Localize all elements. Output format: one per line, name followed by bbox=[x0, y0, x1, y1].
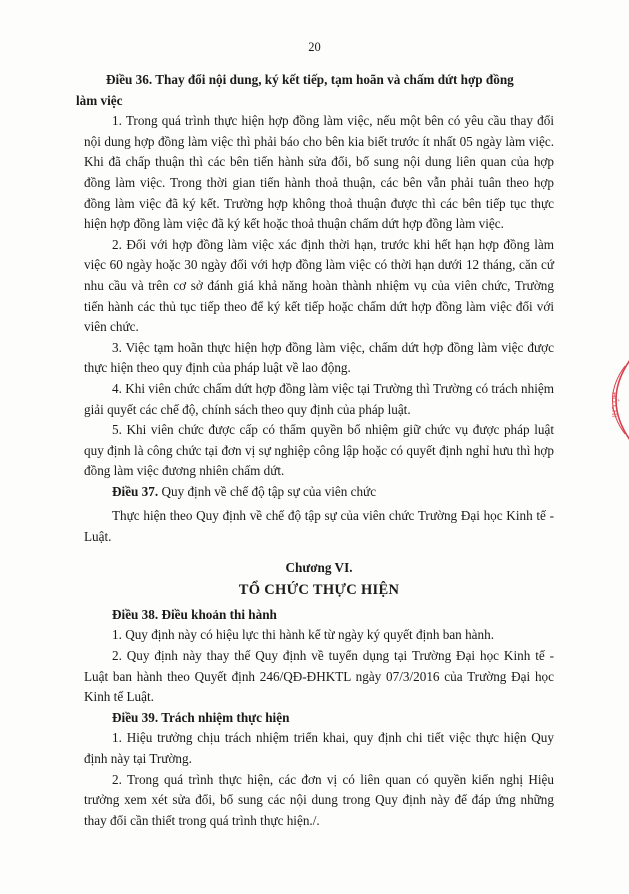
article-36-paragraph-2: 2. Đối với hợp đồng làm việc xác định thời hạn, trước khi hết hạn hợp đồng làm việc 60 ngày hoặc 30 ngày đối với hợp đồng làm việc có thời hạn dưới 12 tháng, căn cứ nhu cầu và trên cơ sở đánh giá khả năng hoàn thành nhiệm vụ của viên chức, Trường tiến hành các thủ tục tiếp theo để ký kết tiếp hoặc chấm dứt hợp đồng làm việc đối với viên chức. bbox=[84, 236, 554, 335]
article-36-paragraph-1: 1. Trong quá trình thực hiện hợp đồng làm việc, nếu một bên có yêu cầu thay đổi nội dung hợp đồng làm việc thì phải báo cho bên kia biết trước ít nhất 05 ngày làm việc. Khi đã chấp thuận thì các bên tiến hành sửa đổi, bổ sung nội dung liên quan của hợp đồng làm việc. Trong thời gian tiến hành thoả thuận, các bên vẫn phải tuân theo hợp đồng làm việc đã ký kết. Trường hợp không thoả thuận được thì các bên tiếp tục thực hiện hợp đồng làm việc đã ký kết hoặc thoả thuận chấm dứt hợp đồng làm việc. bbox=[84, 113, 554, 232]
chapter-label: Chương VI. bbox=[285, 559, 353, 575]
article-39-paragraph-1: 1. Hiệu trưởng chịu trách nhiệm triển khai, quy định chi tiết việc thực hiện Quy định này tại Trường. bbox=[84, 730, 554, 766]
article-37-body: Thực hiện theo Quy định về chế độ tập sự của viên chức Trường Đại học Kinh tế - Luật. bbox=[84, 508, 554, 545]
chapter-title: TỔ CHỨC THỰC HIỆN bbox=[238, 582, 400, 599]
article-37-number: Điều 37. bbox=[112, 483, 159, 499]
article-38-paragraph-2: 2. Quy định này thay thế Quy định về tuyển dụng tại Trường Đại học Kinh tế - Luật ban hành theo Quyết định 246/QĐ-ĐHKTL ngày 07/3/2016 của Trường Đại học Kinh tế Luật. bbox=[84, 648, 554, 705]
article-37-title: Quy định về chế độ tập sự của viên chức bbox=[161, 483, 377, 499]
article-36-paragraph-3: 3. Việc tạm hoãn thực hiện hợp đồng làm việc, chấm dứt hợp đồng làm việc được thực hiện theo quy định của pháp luật về lao động. bbox=[84, 339, 554, 376]
article-36-title-line1: Điều 36. Thay đổi nội dung, ký kết tiếp, tạm hoãn và chấm dứt hợp đồng bbox=[106, 72, 514, 87]
article-39-title: Điều 39. Trách nhiệm thực hiện bbox=[112, 709, 290, 725]
article-39-paragraph-2: 2. Trong quá trình thực hiện, các đơn vị có liên quan có quyền kiến nghị Hiệu trưởng xem xét sửa đổi, bổ sung các nội dung trong Quy định này để đáp ứng những thay đổi cần thiết trong quá trình thực hiện./. bbox=[84, 771, 554, 828]
article-38-title: Điều 38. Điều khoản thi hành bbox=[112, 606, 277, 622]
red-seal-stamp bbox=[596, 356, 629, 444]
article-38-paragraph-1: 1. Quy định này có hiệu lực thi hành kể từ ngày ký quyết định ban hành. bbox=[112, 627, 495, 643]
page-number: 20 bbox=[308, 40, 321, 54]
article-36-paragraph-5: 5. Khi viên chức được cấp có thẩm quyền bổ nhiệm giữ chức vụ được pháp luật quy định là công chức tại đơn vị sự nghiệp công lập hoặc có quyết định nghỉ hưu thì hợp đồng làm việc đương nhiên chấm dứt. bbox=[84, 422, 554, 479]
article-36-paragraph-4: 4. Khi viên chức chấm dứt hợp đồng làm việc tại Trường thì Trường có trách nhiệm giải quyết các chế độ, chính sách theo quy định của pháp luật. bbox=[84, 380, 554, 417]
document-body bbox=[76, 70, 554, 831]
article-37-heading bbox=[84, 482, 554, 503]
article-36-title-line2: làm việc bbox=[76, 92, 123, 108]
stamp-text: HỒ CHÍ bbox=[610, 392, 618, 418]
